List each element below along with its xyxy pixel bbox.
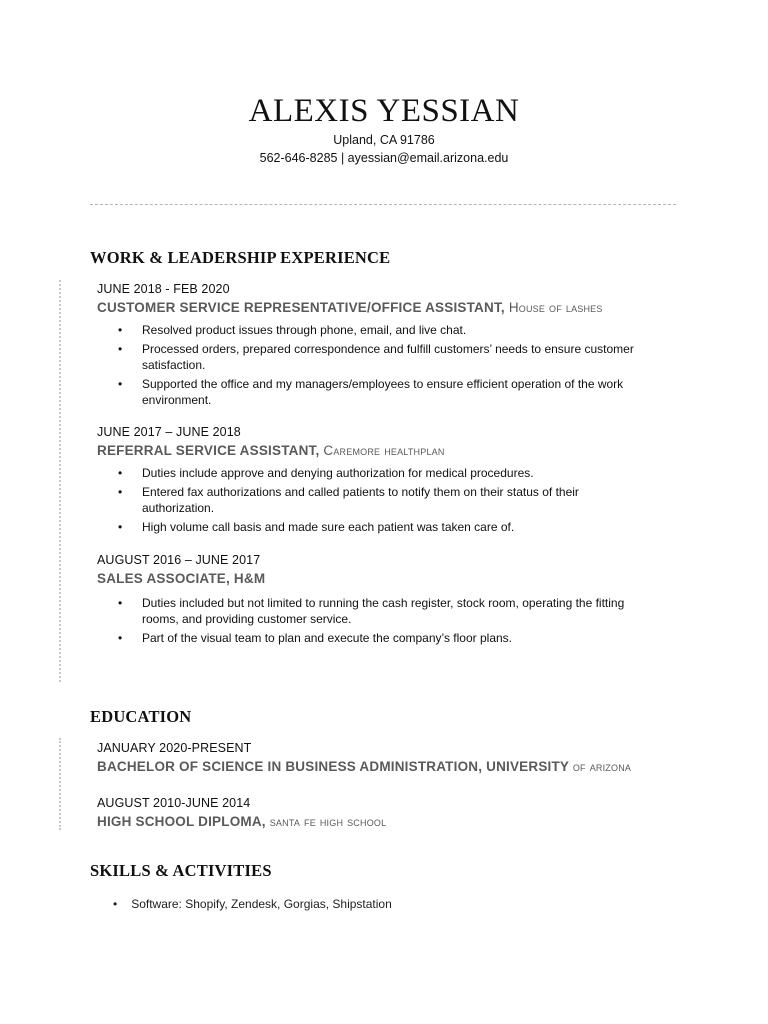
list-item: • Processed orders, prepared correspondence and fulfill customers’ needs to ensure customer satisfaction.	[118, 342, 634, 372]
job-duties	[118, 595, 638, 649]
job-title: SALES ASSOCIATE, H&M	[97, 571, 266, 586]
job-organization: House of lashes	[508, 300, 603, 315]
degree-title: BACHELOR OF SCIENCE IN BUSINESS ADMINISTRATION, UNIVERSITY of arizona	[97, 759, 632, 774]
job-title: CUSTOMER SERVICE REPRESENTATIVE/OFFICE ASSISTANT, House of lashes	[97, 300, 603, 315]
education-date: JANUARY 2020-PRESENT	[97, 741, 252, 755]
list-item: • Resolved product issues through phone, email, and live chat.	[118, 323, 467, 337]
section-heading-experience: WORK & LEADERSHIP EXPERIENCE	[90, 248, 391, 267]
list-item: • High volume call basis and made sure each patient was taken care of.	[118, 520, 515, 534]
job-date: JUNE 2018 - FEB 2020	[97, 282, 230, 296]
contact-info: 562-646-8285 | ayessian@email.arizona.edu	[259, 151, 509, 165]
job-duties	[118, 465, 638, 538]
degree-title: HIGH SCHOOL DIPLOMA, santa fe high school	[97, 814, 387, 829]
job-organization: Caremore healthplan	[323, 443, 445, 458]
institution-name: santa fe high school	[269, 814, 387, 829]
section-marker	[59, 738, 61, 830]
education-date: AUGUST 2010-JUNE 2014	[97, 796, 251, 810]
section-heading-education: EDUCATION	[90, 707, 192, 726]
job-title: REFERRAL SERVICE ASSISTANT, Caremore healthplan	[97, 443, 445, 458]
list-item: • Duties included but not limited to running the cash register, stock room, operating the fitting rooms, and providing customer service.	[118, 596, 625, 626]
list-item: • Entered fax authorizations and called patients to notify them on their status of their authorization.	[118, 485, 579, 515]
skills-item: • Software: Shopify, Zendesk, Gorgias, Shipstation	[113, 897, 392, 911]
institution-name: of arizona	[572, 759, 632, 774]
list-item: • Duties include approve and denying authorization for medical procedures.	[118, 466, 534, 480]
job-date: AUGUST 2016 – JUNE 2017	[97, 553, 261, 567]
list-item: • Supported the office and my managers/employees to ensure efficient operation of the work environment.	[118, 377, 624, 407]
address: Upland, CA 91786	[333, 133, 435, 147]
list-item: • Part of the visual team to plan and execute the company’s floor plans.	[118, 631, 512, 645]
header-divider	[90, 204, 676, 205]
job-date: JUNE 2017 – JUNE 2018	[97, 425, 241, 439]
section-marker	[59, 280, 61, 682]
section-heading-skills: SKILLS & ACTIVITIES	[90, 861, 272, 880]
resume-name: ALEXIS YESSIAN	[248, 93, 520, 129]
job-duties	[118, 322, 638, 411]
